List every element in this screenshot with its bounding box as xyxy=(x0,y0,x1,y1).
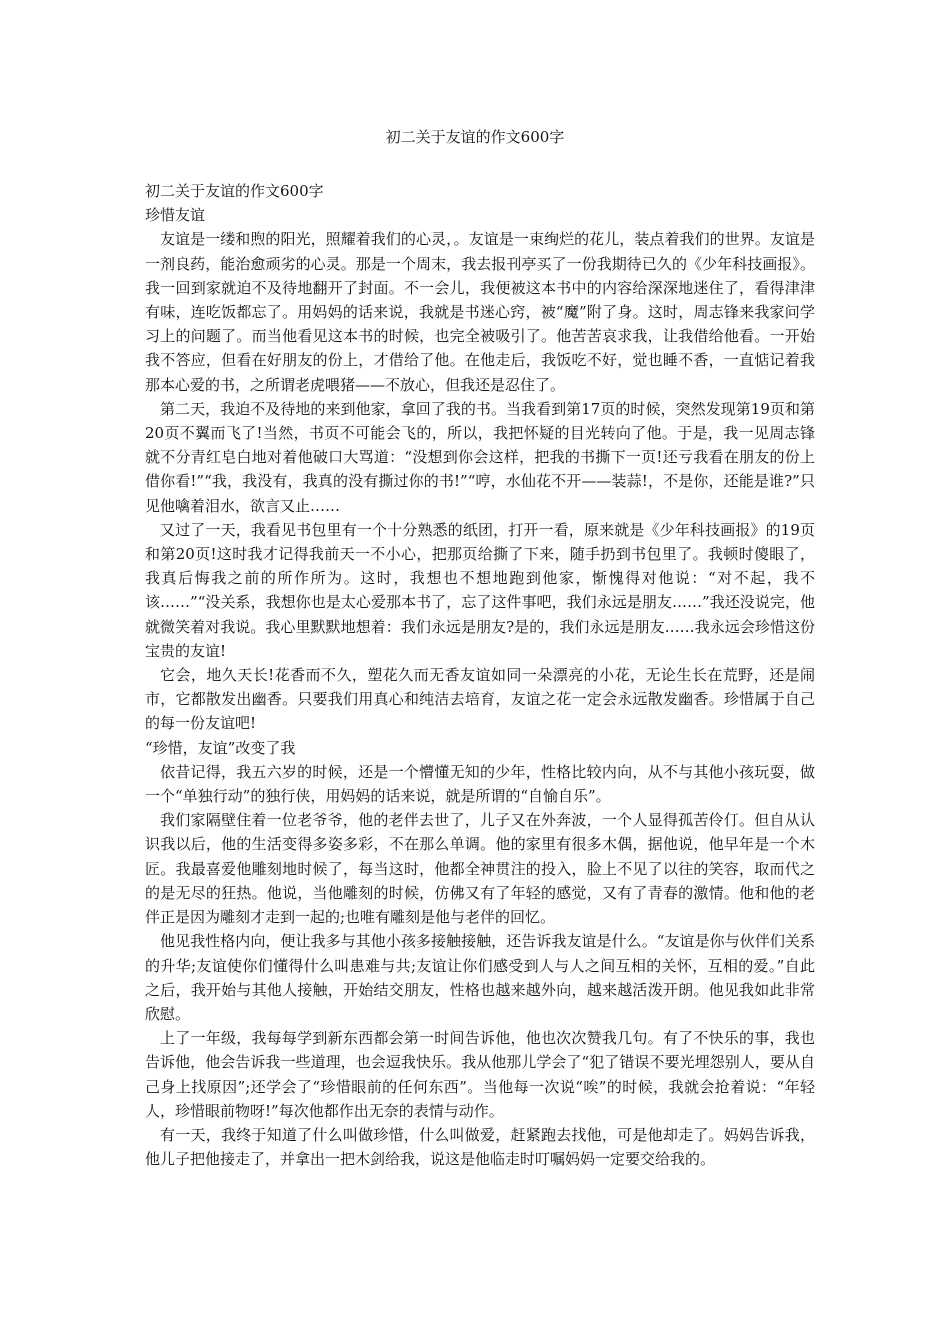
paragraph: 上了一年级，我每每学到新东西都会第一时间告诉他，他也次次赞我几句。有了不快乐的事，我也告诉他，他会告诉我一些道理，也会逗我快乐。我从他那儿学会了“犯了错误不要光埋怨别人，要从自己身上找原因”;还学会了“珍惜眼前的任何东西”。当他每一次说“唉”的时候，我就会抢着说：“年轻人，珍惜眼前物呀!”每次他都作出无奈的表情与动作。 xyxy=(145,1029,815,1120)
paragraph: 它会，地久天长!花香而不久，塑花久而无香友谊如同一朵漂亮的小花，无论生长在荒野，还是闹市，它都散发出幽香。只要我们用真心和纯洁去培育，友谊之花一定会永远散发幽香。珍惜属于自己的每一份友谊吧! xyxy=(145,666,815,733)
paragraph: 第二天，我迫不及待地的来到他家，拿回了我的书。当我看到第17页的时候，突然发现第19页和第20页不翼而飞了!当然，书页不可能会飞的，所以，我把怀疑的目光转向了他。于是，我一见周志锋就不分青红皂白地对着他破口大骂道：“没想到你会这样，把我的书撕下一页!还亏我看在朋友的份上借你看!”“我，我没有，我真的没有撕过你的书!”“哼，水仙花不开——装蒜!，不是你，还能是谁?”只见他噙着泪水，欲言又止…… xyxy=(145,399,815,515)
document-body xyxy=(145,179,815,1171)
document-title: 初二关于友谊的作文600字 xyxy=(385,128,565,146)
paragraph: 我们家隔壁住着一位老爷爷，他的老伴去世了，儿子又在外奔波，一个人显得孤苦伶仃。但自从认识我以后，他的生活变得多姿多彩，不在那么单调。他的家里有很多木偶，据他说，他早年是一个木匠。我最喜爱他雕刻地时候了，每当这时，他都全神贯注的投入，脸上不见了以往的笑容，取而代之的是无尽的狂热。他说，当他雕刻的时候，仿佛又有了年轻的感觉，又有了青春的激情。他和他的老伴正是因为雕刻才走到一起的;也唯有雕刻是他与老伴的回忆。 xyxy=(145,811,815,927)
paragraph: 友谊是一缕和煦的阳光，照耀着我们的心灵，。友谊是一束绚烂的花儿，装点着我们的世界。友谊是一剂良药，能治愈顽劣的心灵。那是一个周末，我去报刊亭买了一份我期待已久的《少年科技画报》。我一回到家就迫不及待地翻开了封面。不一会儿，我便被这本书中的内容给深深地迷住了，看得津津有味，连吃饭都忘了。用妈妈的话来说，我就是书迷心窍，被“魔”附了身。这时，周志锋来我家问学习上的问题了。而当他看见这本书的时候，也完全被吸引了。他苦苦哀求我，让我借给他看。一开始我不答应，但看在好朋友的份上，才借给了他。在他走后，我饭吃不好，觉也睡不香，一直惦记着我那本心爱的书，之所谓老虎喂猪——不放心，但我还是忍住了。 xyxy=(145,230,815,394)
paragraph: 有一天，我终于知道了什么叫做珍惜，什么叫做爱，赶紧跑去找他，可是他却走了。妈妈告诉我，他儿子把他接走了，并拿出一把木剑给我，说这是他临走时叮嘱妈妈一定要交给我的。 xyxy=(145,1125,815,1169)
document-subtitle: 初二关于友谊的作文600字 xyxy=(145,182,324,200)
section-heading-cherish-friendship: 珍惜友谊 xyxy=(145,206,206,225)
section-heading-changed-me: “珍惜，友谊”改变了我 xyxy=(145,738,296,757)
paragraph: 他见我性格内向，便让我多与其他小孩多接触接触，还告诉我友谊是什么。“友谊是你与伙伴们关系的升华;友谊使你们懂得什么叫患难与共;友谊让你们感受到人与人之间互相的关怀，互相的爱。”自此之后，我开始与其他人接触，开始结交朋友，性格也越来越外向，越来越活泼开朗。他见我如此非常欣慰。 xyxy=(145,932,815,1023)
paragraph: 依昔记得，我五六岁的时候，还是一个懵懂无知的少年，性格比较内向，从不与其他小孩玩耍，做一个“单独行动”的独行侠，用妈妈的话来说，就是所谓的“自愉自乐”。 xyxy=(145,762,815,806)
paragraph: 又过了一天，我看见书包里有一个十分熟悉的纸团，打开一看，原来就是《少年科技画报》的19页和第20页!这时我才记得我前天一不小心，把那页给撕了下来，随手扔到书包里了。我顿时傻眼了，我真后悔我之前的所作所为。这时，我想也不想地跑到他家，惭愧得对他说：“对不起，我不该……”“没关系，我想你也是太心爱那本书了，忘了这件事吧，我们永远是朋友……”我还没说完，他就微笑着对我说。我心里默默地想着：我们永远是朋友?是的，我们永远是朋友……我永远会珍惜这份宝贵的友谊! xyxy=(145,520,815,660)
